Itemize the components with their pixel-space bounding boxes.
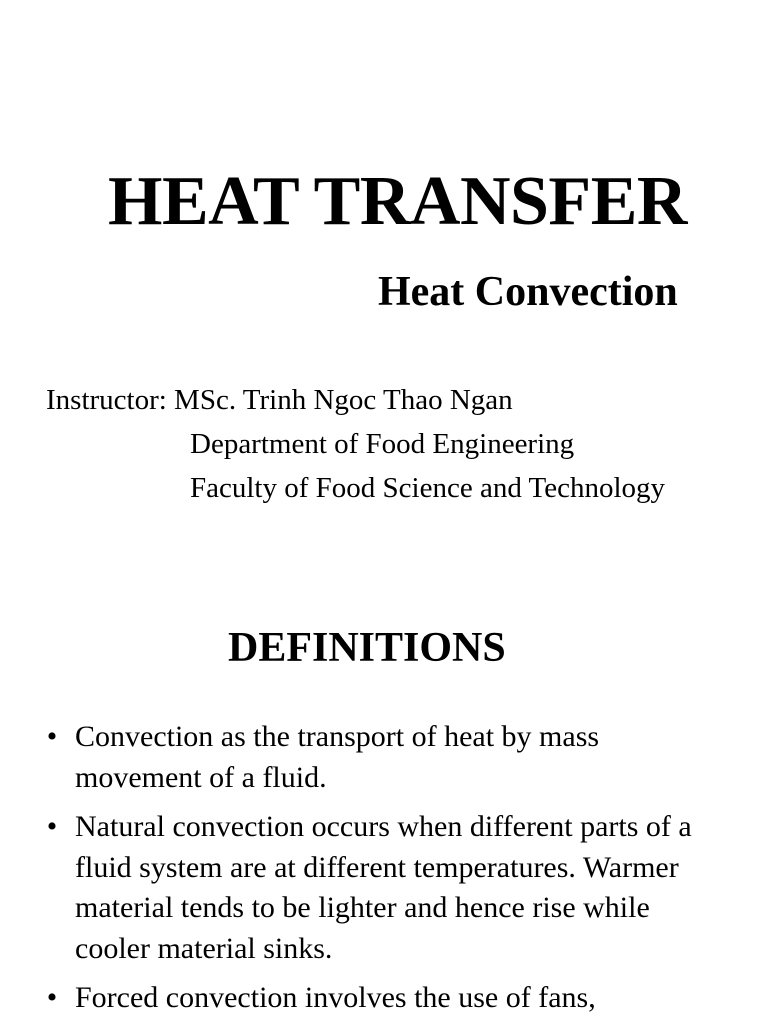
definitions-heading: DEFINITIONS xyxy=(228,625,506,671)
instructor-line: Instructor: MSc. Trinh Ngoc Thao Ngan xyxy=(46,384,513,416)
definitions-list xyxy=(40,717,730,1028)
bullet-icon: • xyxy=(46,720,58,753)
faculty-line: Faculty of Food Science and Technology xyxy=(190,472,666,504)
list-item xyxy=(40,978,730,1019)
bullet-icon: • xyxy=(46,810,58,843)
bullet-text: Forced convection involves the use of fans, xyxy=(75,981,596,1014)
bullet-text: Natural convection occurs when different parts of a fluid system are at different temperatures. Warmer material tends to be lighter and hence rise while cooler material sinks. xyxy=(75,810,692,965)
list-item xyxy=(40,807,730,969)
bullet-icon: • xyxy=(46,981,58,1014)
list-item xyxy=(40,717,730,798)
definitions-slide xyxy=(0,590,768,1024)
subtitle: Heat Convection xyxy=(378,269,678,315)
main-title: HEAT TRANSFER xyxy=(108,163,687,240)
department-line: Department of Food Engineering xyxy=(190,428,575,460)
bullet-text: Convection as the transport of heat by mass movement of a fluid. xyxy=(75,720,600,794)
